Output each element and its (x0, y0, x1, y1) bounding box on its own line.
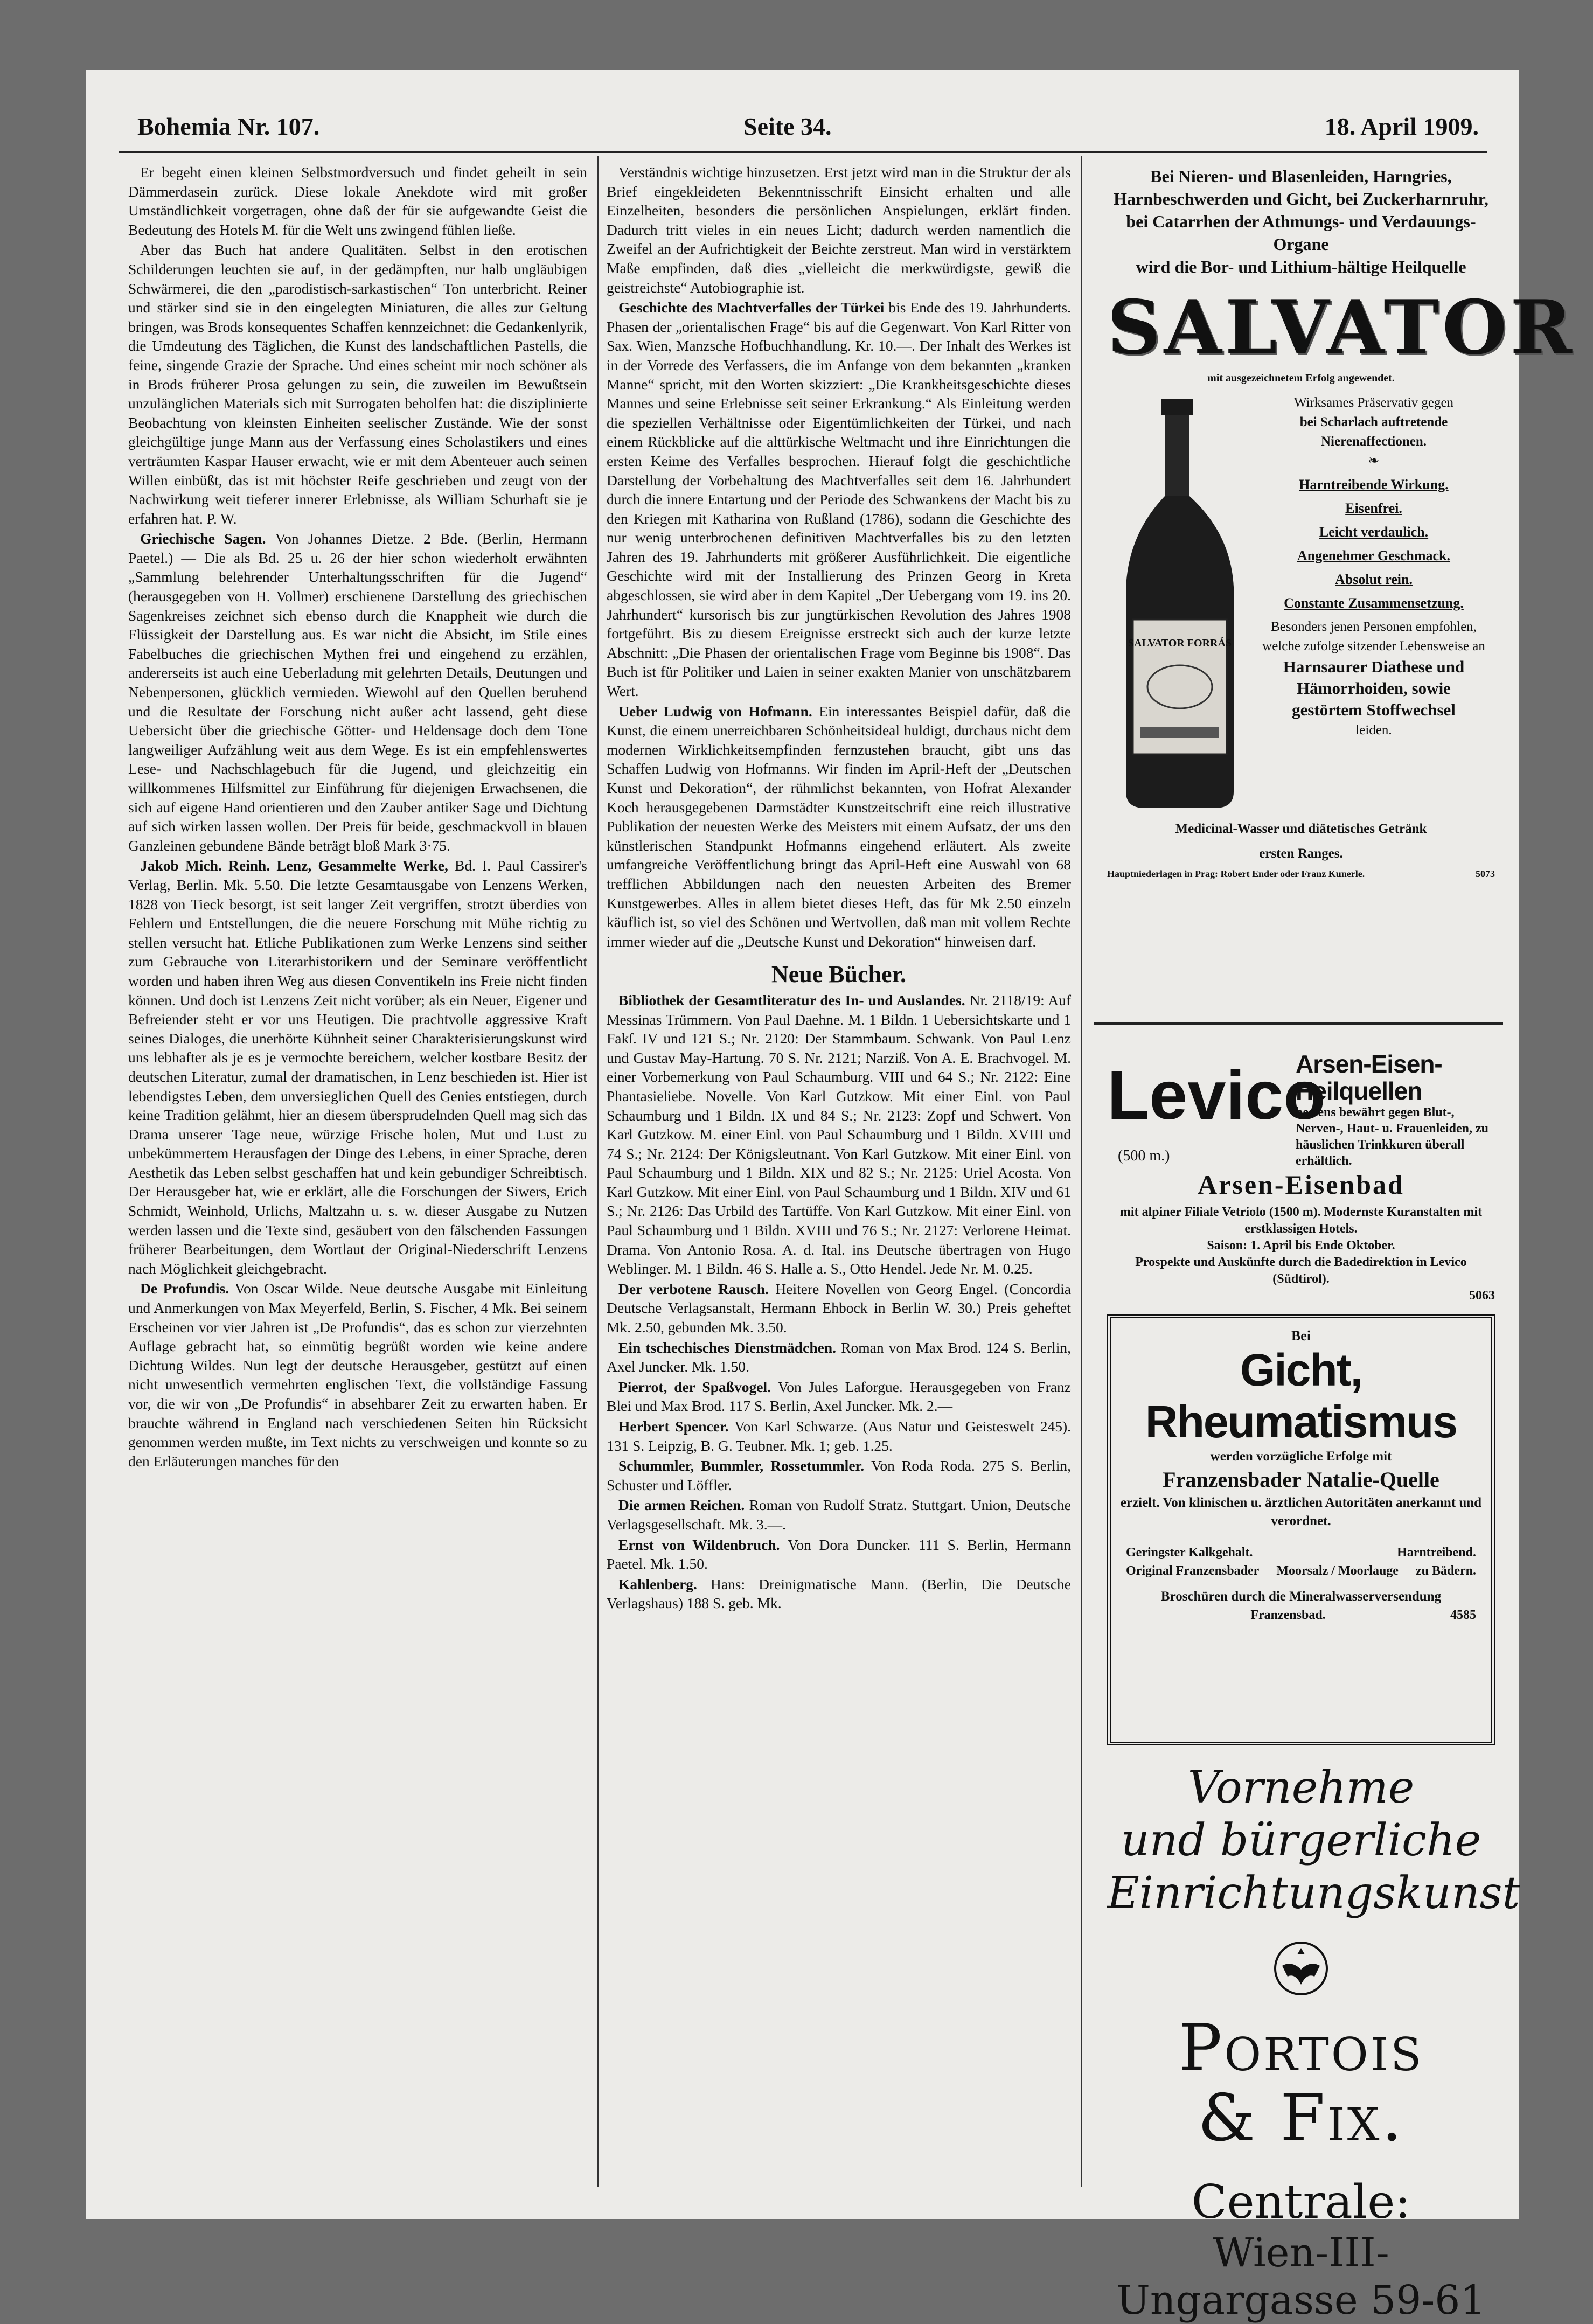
levico-altitude: (500 m.) (1118, 1147, 1170, 1164)
article-paragraph (607, 1535, 1071, 1574)
article-paragraph (128, 163, 587, 239)
salvator-feature-3: Leicht verdaulich. (1319, 524, 1429, 540)
natalie-bei: Bei (1291, 1328, 1311, 1344)
natalie-quelle-ad (1107, 1314, 1495, 1745)
article-text: Aber das Buch hat andere Qualitäten. Selbst in den erotischen Schilderungen leuchten sie auf, in der gedämpften, nur halb ungläubigen Schwärmerei, die den „parodistisch-sarkastischen“ Ton unterbricht. Reiner und stärker sind sie in den eingelegten Miniaturen, die alles zur Geltung bringen, was Brods konsequentes Schaffen kennzeichnet: die Gedankenlyrik, die Umdeutung des Täglichen, die Kunst des landschaftlichen Pastells, die feine, singende Grazie der Sprache. Und eines scheint mir noch schöner als in Brods früherer Prosa gelungen zu sein, die zuweilen im Bewußtsein unzulänglichen Materials sich mit Surrogaten beholfen hat: die disziplinierte Beobachtung von kleinsten Einheiten seelischer Zustände. Wie der sonst gleichgültige junge Mann aus der Verfassung eines Scholastikers und eines verträumten Kaspar Hauser erwacht, wie er mit dem Abenteuer auch seinen Willen einbüßt, das ist mit höchster Reife geschrieben und zeugt von der Nachwirkung weit tieferer innerer Erlebnisse, als William Schurhaft sie je erfahren hat. P. W. (128, 241, 587, 527)
header-page-number: Seite 34. (743, 113, 832, 140)
article-lead: Geschichte des Machtverfalles der Türkei (618, 299, 889, 316)
levico-ad (1107, 1034, 1495, 1303)
levico-indications: bestens bewährt gegen Blut-, Nerven-, Haut- u. Frauenleiden, zu häuslichen Trinkkuren überall erhältlich. (1296, 1105, 1488, 1168)
article-paragraph (607, 702, 1071, 951)
article-lead: Die armen Reichen. (618, 1497, 749, 1514)
portois-fix-ad (1107, 1762, 1520, 2323)
article-text: bis Ende des 19. Jahrhunderts. Phasen der „orientalischen Frage“ bis auf die Gegenwart. Von Karl Ritter von Sax. Wien, Manzsche Hofbuchhandlung. Kr. 10.—. Der Inhalt des Werkes ist in der Vorrede des Verfassers, die im Anfange von dem bekannten „kranken Manne“ spricht, mit den Worten skizziert: „Die Krankheitsgeschichte dieses Mannes und seine Erlebnisse seit seiner Erkrankung.“ Als Einleitung werden die speziellen Verhältnisse oder Eigentümlichkeiten der Türkei, und nach einem Rückblicke auf die alttürkische Weltmacht und ihre Einrichtungen die ersten Keime des Verfalles besprochen. Hierauf folgt die geschichtliche Darstellung der Vorbehaltung des Machtverfalles seit dem 16. Jahrhundert durch die innere Entartung und der Periode des Schwankens der Macht bis zu den Kriegen mit Katharina von Rußland (1786), sodann die Geschichte des nur wenig unterbrochenen definitiven Machtverfalles bis zu den letzten Jahren des 19. Jahrhunderts mit größerer Ausführlichkeit. Die eigentliche Geschichte wird mit der Installierung des Prinzen Georg in Kreta abgeschlossen, sie wird aber in dem Kapitel „Der Uebergang vom 19. ins 20. Jahrhundert“ kursorisch bis zur jungtürkischen Revolution des Jahres 1908 fortgeführt. Bis zu diesem Ereignisse erstreckt sich auch der kurze letzte Abschnitt: „Die Phasen der orientalischen Frage vom Beginne bis 1908“. Das Buch ist für Politiker und Laien in seiner exakten Manier von unschätzbarem Wert. (607, 299, 1071, 700)
salvator-intro-3: wird die Bor- und Lithium-hältige Heilquelle (1136, 257, 1466, 276)
bottle-label: SALVATOR FORRÁS (1128, 637, 1232, 649)
salvator-brand: SALVATOR (1107, 283, 1575, 371)
natalie-moor: Moorsalz / Moorlauge (1276, 1564, 1399, 1578)
article-lead: De Profundis. (140, 1280, 235, 1297)
natalie-baths: zu Bädern. (1415, 1564, 1476, 1578)
levico-prospects: Prospekte und Auskünfte durch die Badedirektion in Levico (Südtirol). (1135, 1255, 1467, 1286)
article-paragraph (607, 1279, 1071, 1337)
article-lead: Schummler, Bummler, Rossetummler. (618, 1457, 872, 1474)
portois-address: Wien-III-Ungargasse 59-61 (1116, 2230, 1486, 2323)
salvator-claim-2: bei Scharlach auftretende (1299, 415, 1448, 429)
portois-line-1: Vornehme (1187, 1762, 1415, 1813)
salvator-feature-5: Absolut rein. (1335, 572, 1413, 587)
portois-firm: Portois (1178, 2011, 1424, 2086)
natalie-spring: Franzensbader Natalie-Quelle (1163, 1467, 1439, 1492)
salvator-recommend: Besonders jenen Personen empfohlen, welche zufolge sitzender Lebensweise an (1262, 620, 1485, 653)
article-lead: Griechische Sagen. (140, 530, 275, 547)
levico-name: Levico (1107, 1057, 1326, 1134)
portois-line-3: Einrichtungskunst (1107, 1868, 1520, 1919)
levico-season: Saison: 1. April bis Ende Oktober. (1207, 1238, 1395, 1253)
article-lead: Ein tschechisches Dienstmädchen. (618, 1339, 841, 1356)
article-text: Nr. 2118/19: Auf Messinas Trümmern. Von Paul Daehne. M. 1 Bildn. 1 Uebersichtskarte und 1 Fakſ. IV und 121 S.; Nr. 2120: Der Stammbaum. Schwank. Von Paul Lenz und Gustav May-Hartung. 70 S. Nr. 2121; Narziß. Von A. E. Brachvogel. M. einer Vorbemerkung von Paul Schaumburg. VIII und 64 S.; Nr. 2122: Eine Phantasieliebe. Novelle. Von Karl Gutzkow. Mit einer Einl. von Paul Schaumburg und 1 Bildn. IX und 84 S.; Nr. 2123: Zopf und Schwert. Von Karl Gutzkow. M. einer Einl. von Paul Schaumburg und 1 Bildn. XVIII und 74 S.; Nr. 2124: Der Königsleutnant. Von Karl Gutzkow. Mit einer Einl. von Paul Schaumburg und 1 Bildn. XIX und 82 S.; Nr. 2125: Uriel Acosta. Von Karl Gutzkow. Mit einer Einl. von Paul Schaumburg und 1 Bildn. XIV und 61 S.; Nr. 2126: Das Urbild des Tartüffe. Von Karl Gutzkow. Mit einer Einl. von Paul Schaumburg und 1 Bildn. XVIII und 76 S.; Nr. 2127: Verlorene Heimat. Drama. Von Antonio Rosa. A. d. Ital. ins Deutsche übertragen von Hugo Weblinger. M. 1 Bildn. 46 S. Halle a. S., Otto Hendel. Jede Nr. M. 0.25. (607, 991, 1071, 1277)
section-heading: Neue Bücher. (771, 961, 907, 988)
article-text: Verständnis wichtige hinzusetzen. Erst jetzt wird man in die Struktur der als Brief eingekleideten Bekenntnisschrift Einsicht erhalten und alle Einzelheiten, besonders die persönlichen Anspielungen, erklärt finden. Dadurch tritt vieles in ein neues Licht; dadurch werden namentlich die Zweifel an der Aufrichtigkeit der Beichte zerstreut. Man wird in verstärktem Maße empfinden, daß dies „vielleicht die merkwürdigste, gewiß die geistreichste“ Autobiographie ist. (607, 164, 1071, 296)
article-paragraph (607, 991, 1071, 1278)
article-paragraph (607, 1456, 1071, 1494)
article-lead: Bibliothek der Gesamtliteratur des In- und Auslandes. (618, 991, 970, 1008)
natalie-line-2: erzielt. Von klinischen u. ärztlichen Autoritäten anerkannt und verordnet. (1120, 1495, 1482, 1528)
salvator-tail-1: Medicinal-Wasser und diätetisches Getränk (1175, 822, 1427, 836)
article-lead: Ernst von Wildenbruch. (618, 1536, 788, 1553)
article-lead: Der verbotene Rausch. (618, 1280, 776, 1297)
salvator-feature-6: Constante Zusammensetzung. (1284, 595, 1464, 611)
newspaper-page (86, 70, 1575, 2323)
article-paragraph (607, 163, 1071, 297)
salvator-recommend-end: leiden. (1355, 723, 1392, 737)
natalie-calcium: Geringster Kalkgehalt. (1126, 1546, 1253, 1560)
header-issue: Bohemia Nr. 107. (137, 113, 320, 140)
salvator-ad-number: 5073 (1476, 868, 1495, 879)
article-text: Von Karl Schwarze. (Aus Natur und Geisteswelt 245). 131 S. Leipzig, B. G. Teubner. Mk. 1; geb. 1.25. (607, 1418, 1071, 1454)
article-paragraph (607, 298, 1071, 700)
natalie-diuretic: Harntreibend. (1397, 1546, 1476, 1560)
natalie-ad-number: 4585 (1450, 1608, 1476, 1622)
article-text: Ein interessantes Beispiel dafür, daß die Kunst, die einem unerreichbaren Schönheitsideal huldigt, durchaus nicht dem modernen Wirklichkeitsempfinden fernzustehen braucht, gibt uns das Schaffen Ludwig von Hofmanns. Wir finden im April-Heft der „Deutschen Kunst und Dekoration“, der rühmlichst bekannten, von Hofrat Alexander Koch herausgegebenen Darmstädter Kunstzeitschrift eine reich illustrative Publikation der neuesten Werke des Meisters mit einem Aufsatz, der uns den künstlerischen Standpunkt Hofmanns eingehend erläutert. Als zweite umfangreiche Veröffentlichung bringt das April-Heft eine Auswahl von 68 trefflichen Abbildungen nach den neuesten Arbeiten des Bremer Kunstgewerbes. Alles in allem bietet dieses Heft, das für Mk 2.50 einzeln käuflich ist, so viel des Schönen und Wertvollen, daß man mit vollem Rechte immer wieder auf die „Deutsche Kunst und Dekoration“ hinweisen darf. (607, 702, 1072, 950)
article-lead: Ueber Ludwig von Hofmann. (618, 702, 819, 720)
natalie-line-1: werden vorzügliche Erfolge mit (1210, 1449, 1392, 1464)
text-column-1 (128, 163, 587, 2187)
salvator-feature-4: Angenehmer Geschmack. (1297, 548, 1451, 563)
header-rule (119, 151, 1487, 153)
natalie-title: Gicht, Rheumatismus (1145, 1345, 1457, 1447)
text-column-2 (607, 163, 1071, 2187)
levico-branch: mit alpiner Filiale Vetriolo (1500 m). Modernste Kuranstalten mit erstklassigen Hotels. (1119, 1205, 1483, 1236)
article-text: Von Dora Duncker. 111 S. Berlin, Hermann Paetel. Mk. 1.50. (607, 1536, 1071, 1572)
article-text: Roman von Max Brod. 124 S. Berlin, Axel Juncker. Mk. 1.50. (607, 1339, 1071, 1375)
column-rule (1081, 156, 1082, 2187)
salvator-ad (1107, 165, 1575, 1011)
article-text: Von Jules Laforgue. Herausgegeben von Franz Blei und Max Brod. 117 S. Berlin, Axel Juncker. Mk. 2.— (607, 1378, 1071, 1415)
article-lead: Pierrot, der Spaßvogel. (618, 1378, 778, 1395)
header-date: 18. April 1909. (1324, 113, 1479, 140)
salvator-depot: Hauptniederlagen in Prag: Robert Ender oder Franz Kunerle. (1107, 868, 1365, 879)
article-text: Von Roda Roda. 275 S. Berlin, Schuster und Löffler. (607, 1457, 1071, 1493)
levico-bath: Arsen-Eisenbad (1198, 1170, 1404, 1200)
salvator-tail-2: ersten Ranges. (1259, 846, 1343, 861)
eagle-emblem-icon (1107, 1936, 1495, 2003)
natalie-line-4: Franzensbad. (1250, 1608, 1326, 1622)
article-text: Bd. I. Paul Cassirer's Verlag, Berlin. Mk. 5.50. Die letzte Gesamtausgabe von Lenzens Werken, 1828 von Tieck besorgt, ist seit langer Zeit vergriffen, strotzt überdies von Fehlern und Entstellungen, die die neuere Forschung mit Mühe richtig zu stellen versucht hat. Etliche Publikationen zum Werke Lenzens sind seither zum Gebrauche von Literarhistorikern und der Seminare veröffentlicht worden und haben ihren Weg aus diesen Conventikeln ins Freie nicht finden können. Und doch ist Lenzens Zeit nicht vorüber; als ein Neuer, Eigener und Befreiender steht er vor uns Heutigen. Die prachtvolle aggressive Kraft seines Dialoges, die unerhörte Kühnheit seiner Charakterisierungskunst wird uns lebhafter als je es je vermochte bereichern, welcher kostbare Besitz der deutschen Literatur, zumal der dramatischen, in Lenz beschieden ist. Hier ist lebendigstes Leben, dem unversieglichen Quell des Genies entstiegen, durch keine Tradition gelähmt, hier an diesem übersprudelnden Quell mag sich das Drama unserer Tage neue, würzige Frische holen, Mut und Lust zu unbekümmertem Herausfagen der Dinge des Lebens, in einer Sprache, deren Aesthetik das Leben selbst geschaffen hat und kein gebundiger Schreibtisch. Der Herausgeber hat, wie er erklärt, alle die Forschungen der Siwers, Erich Schmidt, Weinhold, Urlichs, Maltzahn u. s. w. dieser Ausgabe zu Nutzen werden lassen und die Texte sind, gesäubert von den fälschenden Fassungen früherer Bearbeitungen, dem Wortlaut der Original-Niederschrift Lenzens nach Möglichkeit gleichgebracht. (128, 857, 587, 1277)
article-paragraph (128, 529, 587, 855)
natalie-original: Original Franzensbader (1126, 1564, 1260, 1578)
article-text: Von Oscar Wilde. Neue deutsche Ausgabe mit Einleitung und Anmerkungen von Max Meyerfeld, Berlin, S. Fischer, 4 Mk. Bei seinem Erscheinen vor vier Jahren ist „De Profundis“, das es schon zur vierzehnten Auflage gebracht hat, so einmütig begrüßt worden wie keine andere Dichtung Wildes. Nun legt der deutsche Herausgeber, gestützt auf einen nicht unwesentlich vermehrten englischen Text, die vollständige Fassung vor, die wir von „De Profundis“ in absehbarer Zeit zu erwarten haben. Er brauchte während in England nach verschiedenen Seiten hin Rücksicht genommen werden mußte, im Text nichts zu verschweigen und konnte so zu den Erläuterungen manches für den (128, 1280, 587, 1470)
article-paragraph (128, 1279, 587, 1471)
salvator-feature-1: Harntreibende Wirkung. (1299, 477, 1449, 492)
article-lead: Herbert Spencer. (618, 1418, 735, 1435)
salvator-ailment-3: gestörtem Stoffwechsel (1292, 700, 1456, 719)
portois-firm-2: & Fix. (1198, 2081, 1404, 2156)
salvator-intro-1: Bei Nieren- und Blasenleiden, Harngries, (1150, 166, 1452, 186)
portois-line-2: und bürgerliche (1121, 1815, 1481, 1866)
article-text: Heitere Novellen von Georg Engel. (Concordia Deutsche Verlagsanstalt, Hermann Ehbock in Berlin W. 30.) Preis geheftet Mk. 2.50, gebunden Mk. 3.50. (607, 1280, 1071, 1336)
salvator-claim-3: Nierenaffectionen. (1320, 434, 1427, 449)
article-paragraph (128, 856, 587, 1278)
article-paragraph (607, 1495, 1071, 1534)
natalie-line-3: Broschüren durch die Mineralwasserversendung (1160, 1589, 1442, 1604)
article-paragraph (607, 1417, 1071, 1455)
levico-springs: Arsen-Eisen-Heilquellen (1296, 1050, 1442, 1105)
article-paragraph (607, 1575, 1071, 1613)
levico-ad-number: 5063 (1469, 1289, 1495, 1303)
salvator-claim-1: Wirksames Präservativ gegen (1293, 395, 1454, 410)
salvator-intro-2: Harnbeschwerden und Gicht, bei Zuckerharnruhr, bei Catarrhen der Athmungs- und Verdauungs-Organe (1114, 189, 1488, 254)
article-text: Hans: Dreinigmatische Mann. (Berlin, Die Deutsche Verlagshaus) 188 S. geb. Mk. (607, 1575, 1071, 1612)
article-text: Er begeht einen kleinen Selbstmordversuch und findet geheilt in sein Dämmerdasein zurück. Diese lokale Anekdote wird mit großer Umständlichkeit vorgetragen, ohne daß der für sie aufgewandte Geist die Bedeutung des Hotels M. für die Welt uns zwingend fühlen ließe. (128, 164, 587, 238)
bottle-illustration (1107, 393, 1253, 813)
article-paragraph (607, 1338, 1071, 1376)
article-paragraph (607, 1377, 1071, 1416)
salvator-ailment-1: Harnsaurer Diathese und (1283, 657, 1465, 676)
article-text: Von Johannes Dietze. 2 Bde. (Berlin, Hermann Paetel.) — Die als Bd. 25 u. 26 der hier schon wiederholt erwähnten „Sammlung belehrender Unterhaltungsschriften für die Jugend“ (herausgegeben von H. Vollmer) erschienene Darstellung des griechischen Sagenkreises zeichnet sich ebenso durch die Knappheit wie durch die Flüssigkeit der Darstellung aus. Es war nicht die Absicht, im Stile eines Fabelbuches die griechischen Mythen frei und eingehend zu erzählen, andererseits ist auch eine Ueberladung mit gelehrten Details, Deutungen und Nebenpersonen, glücklich vermieden. Wiewohl auf den Quellen beruhend und die Resultate der Forschung nicht außer acht lassend, geht diese Uebersicht über die griechische Götter- und Heldensage doch dem Tone langweiliger Aufzählung weit aus dem Wege. Es ist ein empfehlenswertes Lese- und Nachschlagebuch für die Jugend, und gleichzeitig ein willkommenes Hilfsmittel zur Einführung für diejenigen Erwachsenen, die sich auf eigene Hand orientieren und den Zauber antiker Sage und Dichtung auf sich wirken lassen wollen. Der Preis für beide, geschmackvoll in blauen Ganzleinen gebundene Bände beträgt bloß Mark 3·75. (128, 530, 587, 854)
article-text: Roman von Rudolf Stratz. Stuttgart. Union, Deutsche Verlagsgesellschaft. Mk. 3.—. (607, 1497, 1072, 1533)
article-paragraph (128, 240, 587, 528)
salvator-tagline: mit ausgezeichnetem Erfolg angewendet. (1207, 372, 1395, 384)
salvator-feature-2: Eisenfrei. (1345, 500, 1402, 516)
portois-centrale: Centrale: (1191, 2175, 1411, 2229)
article-lead: Kahlenberg. (618, 1575, 711, 1592)
column-rule (597, 156, 599, 2187)
salvator-ailment-2: Hämorrhoiden, sowie (1297, 679, 1451, 698)
ornament-icon: ❧ (1368, 454, 1380, 468)
ad-divider (1094, 1022, 1503, 1025)
article-lead: Jakob Mich. Reinh. Lenz, Gesammelte Werke, (140, 857, 455, 874)
